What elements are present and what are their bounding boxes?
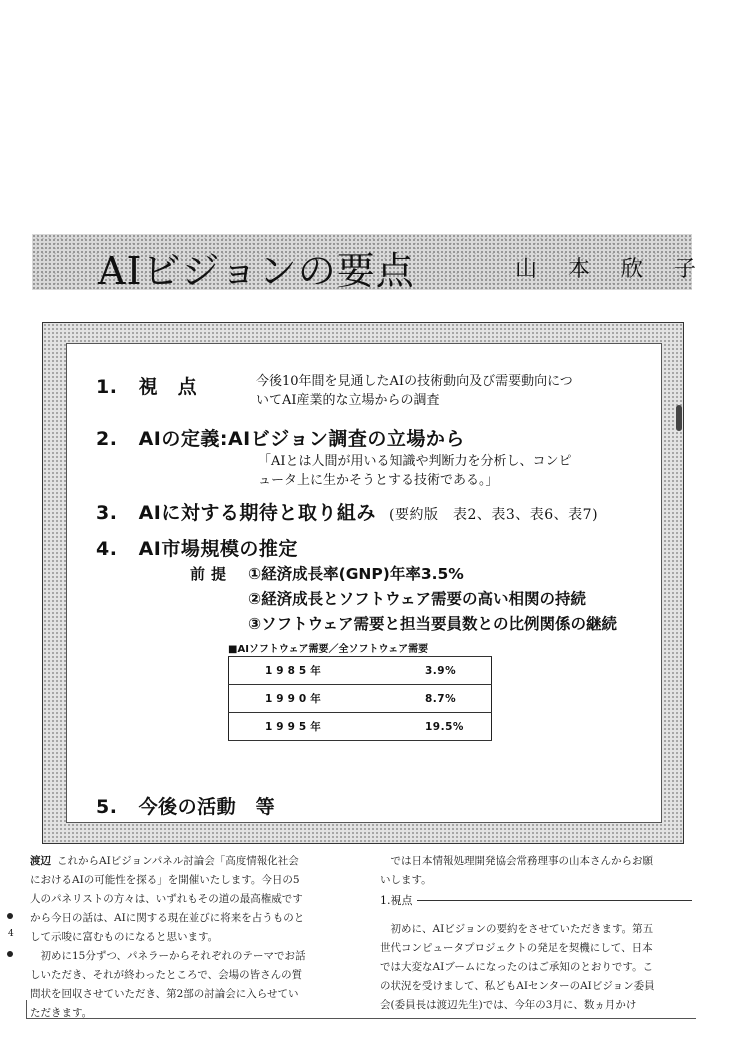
body-line: の状況を受けまして、私どもAIセンターのAIビジョン委員 [380, 980, 655, 992]
author-name: 山 本 欣 子 [515, 257, 708, 282]
premise-item: ③ソフトウェア需要と担当要員数との比例関係の継続 [248, 615, 618, 633]
table-value: 8.7% [385, 685, 492, 713]
body-line: 初めに、AIビジョンの要約をさせていただきます。第五 [380, 923, 654, 935]
body-line-text: これからAIビジョンパネル討論会「高度情報化社会 [57, 855, 299, 867]
section-2-quote-line: 「AIとは人間が用いる知識や判断力を分析し、コンピ [258, 454, 572, 469]
section-2-number: 2. [96, 428, 118, 450]
section-1-number: 1. [96, 376, 118, 398]
body-line [30, 852, 305, 871]
section-1-description [256, 372, 573, 410]
table-value: 19.5% [385, 713, 492, 741]
section-1-description-line: 今後10年間を見通したAIの技術動向及び需要動向につ [256, 374, 573, 389]
body-right-column [380, 920, 655, 1015]
premise-item: ②経済成長とソフトウェア需要の高い相関の持続 [248, 590, 587, 608]
body-line: 問状を回収させていただき、第2部の討論会に入らせてい [30, 988, 299, 1000]
article-title: AIビジョンの要点 [98, 249, 415, 293]
body-line: して示唆に富むものになると思います。 [30, 931, 219, 943]
section-3-label: AIに対する期待と取り組み [138, 502, 376, 524]
body-line: におけるAIの可能性を探る」を開催いたします。今日の5 [30, 874, 300, 886]
table-value: 3.9% [385, 657, 492, 685]
body-right-intro [380, 852, 653, 890]
body-line: 会(委員長は渡辺先生)では、今年の3月に、数ヵ月かけ [380, 999, 637, 1011]
margin-bullet [7, 951, 13, 957]
premise-label: 前提 [190, 565, 233, 583]
premise-item: ①経済成長率(GNP)年率3.5% [248, 565, 464, 583]
body-line: では大変なAIブームになったのはご承知のとおりです。こ [380, 961, 654, 973]
body-line: 初めに15分ずつ、パネラーからそれぞれのテーマでお話 [30, 950, 306, 962]
section-4-heading [96, 534, 298, 561]
section-4-label: AI市場規模の推定 [138, 538, 298, 560]
section-4-number: 4. [96, 538, 118, 560]
section-2-label: AIの定義:AIビジョン調査の立場から [138, 428, 465, 450]
margin-mark: 4 [8, 929, 14, 939]
table-row [229, 657, 492, 685]
section-3-number: 3. [96, 502, 118, 524]
body-left-column [30, 852, 305, 1023]
body-subhead [380, 892, 692, 908]
section-3-heading [96, 498, 598, 525]
section-1-label: 視 点 [138, 376, 198, 398]
edge-mark [676, 405, 682, 431]
table-year: 1985年 [229, 657, 386, 685]
section-5-heading [96, 792, 275, 819]
section-2-quote [258, 452, 572, 490]
section-2-quote-line: ュータ上に生かそうとする技術である。」 [258, 473, 499, 488]
section-5-label: 今後の活動 等 [138, 796, 276, 818]
body-line: 人のパネリストの方々は、いずれもその道の最高権威です [30, 893, 303, 905]
margin-bullet [7, 913, 13, 919]
body-line: では日本情報処理開発協会常務理事の山本さんからお願 [380, 855, 653, 867]
subhead-rule [417, 900, 693, 901]
table-year: 1990年 [229, 685, 386, 713]
subhead-text: 1.視点 [380, 894, 413, 907]
body-line: しいただき、それが終わったところで、会場の皆さんの質 [30, 969, 303, 981]
ai-demand-table [228, 656, 492, 741]
body-line: から今日の話は、AIに関する現在並びに将来を占うものと [30, 912, 305, 924]
body-line: 世代コンピュータプロジェクトの発足を契機にして、日本 [380, 942, 653, 954]
section-3-note: (要約版 表2、表3、表6、表7) [388, 507, 599, 523]
speaker-name: 渡辺 [30, 855, 51, 867]
section-1-heading [96, 372, 197, 399]
table-row [229, 713, 492, 741]
body-line: いします。 [380, 874, 432, 886]
body-line: ただきます。 [30, 1007, 93, 1019]
table-year: 1995年 [229, 713, 386, 741]
bottom-rule [26, 1018, 696, 1019]
section-5-number: 5. [96, 796, 118, 818]
section-1-description-line: いてAI産業的な立場からの調査 [256, 393, 440, 408]
section-2-heading [96, 424, 465, 451]
column-rule [26, 1000, 27, 1018]
table-row [229, 685, 492, 713]
table-caption: ■AIソフトウェア需要／全ソフトウェア需要 [228, 644, 429, 655]
